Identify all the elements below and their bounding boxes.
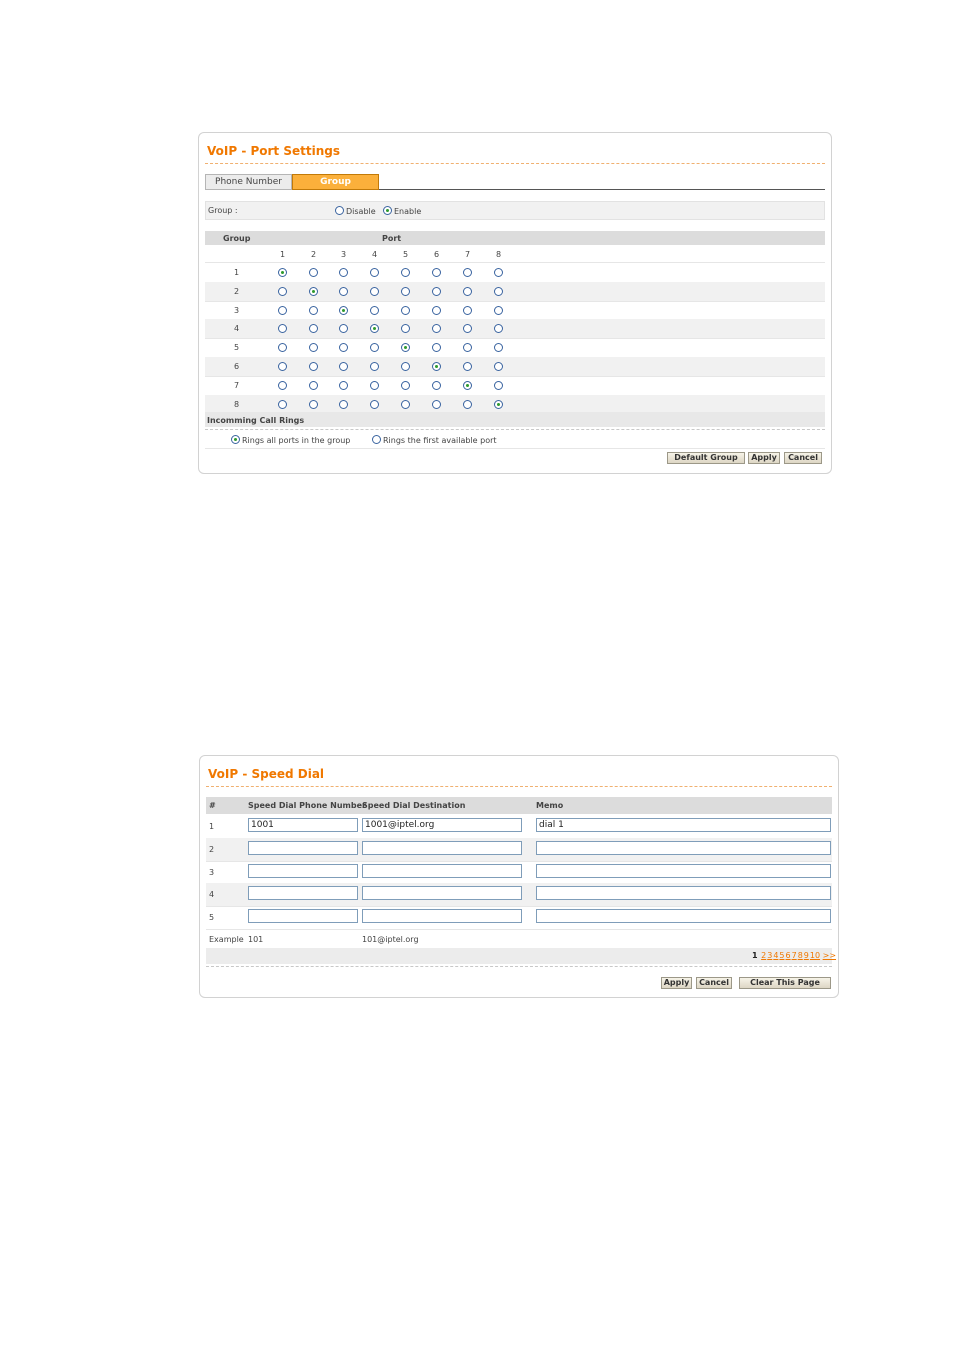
page-link-10[interactable]: 10 — [809, 951, 821, 960]
destination-input[interactable] — [362, 864, 522, 878]
tab-phone-number[interactable]: Phone Number — [205, 174, 292, 190]
page-link-4[interactable]: 4 — [773, 951, 779, 960]
phone-number-input[interactable] — [248, 909, 358, 923]
port-number-1: 1 — [280, 250, 286, 259]
group-row-label: 4 — [234, 324, 240, 334]
group-2-port-6-radio[interactable] — [432, 287, 441, 296]
port-settings-panel — [198, 132, 832, 474]
group-7-port-5-radio[interactable] — [401, 381, 410, 390]
group-row-label: 2 — [234, 286, 240, 296]
group-2-port-5-radio[interactable] — [401, 287, 410, 296]
phone-number-input[interactable] — [248, 841, 358, 855]
title-divider — [205, 163, 825, 164]
port-column-header: Port — [382, 234, 402, 243]
memo-input[interactable]: dial 1 — [536, 818, 831, 832]
number-column-header: Speed Dial Phone Number — [248, 801, 366, 810]
page-link-2[interactable]: 2 — [761, 951, 767, 960]
group-6-port-4-radio[interactable] — [370, 362, 379, 371]
phone-number-input[interactable] — [248, 886, 358, 900]
speed-dial-panel — [199, 755, 839, 998]
group-5-port-4-radio[interactable] — [370, 343, 379, 352]
group-7-port-3-radio[interactable] — [339, 381, 348, 390]
group-1-port-1-radio[interactable] — [278, 268, 287, 277]
group-row-label: 5 — [234, 343, 240, 353]
group-row-label: 7 — [234, 380, 240, 390]
speed-dial-title: VoIP - Speed Dial — [208, 767, 325, 781]
group-3-port-3-radio[interactable] — [339, 306, 348, 315]
destination-column-header: Speed Dial Destination — [362, 801, 466, 810]
group-enable-label: Enable — [394, 207, 422, 216]
group-field-label: Group : — [208, 206, 238, 215]
incoming-divider — [205, 429, 825, 430]
group-1-port-6-radio[interactable] — [432, 268, 441, 277]
memo-input[interactable] — [536, 841, 831, 855]
group-table-header — [205, 231, 825, 245]
example-number: 101 — [248, 935, 264, 944]
speed-dial-row-divider — [206, 861, 832, 862]
group-6-port-8-radio[interactable] — [494, 362, 503, 371]
group-5-port-5-radio[interactable] — [401, 343, 410, 352]
group-8-port-1-radio[interactable] — [278, 400, 287, 409]
tab-group[interactable]: Group — [292, 174, 379, 190]
example-destination: 101@iptel.org — [362, 935, 419, 944]
group-row-label: 6 — [234, 362, 240, 371]
group-2-port-1-radio[interactable] — [278, 287, 287, 296]
group-row-divider — [205, 376, 825, 377]
pagination — [752, 951, 836, 960]
group-7-port-2-radio[interactable] — [309, 381, 318, 390]
group-5-port-3-radio[interactable] — [339, 343, 348, 352]
phone-number-input[interactable] — [248, 864, 358, 878]
group-3-port-2-radio[interactable] — [309, 306, 318, 315]
rings-first-available-radio[interactable] — [372, 435, 381, 444]
port-number-4: 4 — [372, 250, 378, 259]
memo-input[interactable] — [536, 864, 831, 878]
index-column-header: # — [209, 801, 216, 810]
incoming-bottom-line — [205, 448, 825, 449]
speed-dial-row-divider — [206, 929, 832, 930]
group-6-port-1-radio[interactable] — [278, 362, 287, 371]
group-5-port-7-radio[interactable] — [463, 343, 472, 352]
group-8-port-4-radio[interactable] — [370, 400, 379, 409]
memo-input[interactable] — [536, 909, 831, 923]
page-link-6[interactable]: 6 — [785, 951, 791, 960]
port-settings-title: VoIP - Port Settings — [207, 144, 340, 158]
group-3-port-5-radio[interactable] — [401, 306, 410, 315]
default-group-button[interactable]: Default Group — [667, 452, 745, 464]
group-5-port-2-radio[interactable] — [309, 343, 318, 352]
memo-column-header: Memo — [536, 801, 564, 810]
speed-dial-row-index: 4 — [209, 890, 215, 900]
next-page-link[interactable]: >> — [822, 951, 837, 960]
speed-apply-button[interactable]: Apply — [661, 977, 692, 989]
page-link-7[interactable]: 7 — [791, 951, 797, 960]
group-1-port-8-radio[interactable] — [494, 268, 503, 277]
group-5-port-6-radio[interactable] — [432, 343, 441, 352]
page-link-8[interactable]: 8 — [797, 951, 803, 960]
group-7-port-8-radio[interactable] — [494, 381, 503, 390]
group-2-port-8-radio[interactable] — [494, 287, 503, 296]
group-7-port-7-radio[interactable] — [463, 381, 472, 390]
cancel-button[interactable]: Cancel — [784, 452, 822, 464]
group-row-band — [205, 282, 825, 301]
port-number-7: 7 — [465, 250, 471, 259]
group-2-port-7-radio[interactable] — [463, 287, 472, 296]
group-1-port-5-radio[interactable] — [401, 268, 410, 277]
port-number-3: 3 — [341, 250, 347, 259]
group-5-port-8-radio[interactable] — [494, 343, 503, 352]
destination-input[interactable] — [362, 886, 522, 900]
group-enable-radio[interactable] — [383, 206, 392, 215]
clear-page-button[interactable]: Clear This Page — [739, 977, 831, 989]
group-column-header: Group — [223, 234, 251, 243]
port-number-6: 6 — [434, 250, 440, 259]
port-number-divider — [205, 262, 825, 263]
group-5-port-1-radio[interactable] — [278, 343, 287, 352]
speed-dial-row-divider — [206, 906, 832, 907]
destination-input[interactable] — [362, 909, 522, 923]
group-8-port-6-radio[interactable] — [432, 400, 441, 409]
group-row-label: 1 — [234, 268, 240, 277]
group-disable-label: Disable — [346, 207, 376, 216]
page-link-5[interactable]: 5 — [779, 951, 785, 960]
group-row-band — [205, 357, 825, 376]
group-6-port-6-radio[interactable] — [432, 362, 441, 371]
group-1-port-7-radio[interactable] — [463, 268, 472, 277]
group-7-port-1-radio[interactable] — [278, 381, 287, 390]
rings-first-available-label: Rings the first available port — [383, 436, 497, 445]
group-row-band — [205, 319, 825, 338]
group-1-port-3-radio[interactable] — [339, 268, 348, 277]
group-disable-radio[interactable] — [335, 206, 344, 215]
destination-input[interactable]: 1001@iptel.org — [362, 818, 522, 832]
group-6-port-2-radio[interactable] — [309, 362, 318, 371]
group-2-port-3-radio[interactable] — [339, 287, 348, 296]
group-1-port-4-radio[interactable] — [370, 268, 379, 277]
group-row-band — [205, 395, 825, 414]
group-7-port-6-radio[interactable] — [432, 381, 441, 390]
speed-dial-row-index: 2 — [209, 844, 215, 854]
group-6-port-7-radio[interactable] — [463, 362, 472, 371]
page-link-3[interactable]: 3 — [767, 951, 773, 960]
group-2-port-2-radio[interactable] — [309, 287, 318, 296]
port-number-8: 8 — [496, 250, 502, 259]
group-8-port-8-radio[interactable] — [494, 400, 503, 409]
current-page: 1 — [752, 951, 758, 960]
incoming-call-rings-header: Incomming Call Rings — [207, 416, 305, 425]
rings-all-ports-radio[interactable] — [231, 435, 240, 444]
tab-underline — [379, 189, 825, 190]
group-8-port-7-radio[interactable] — [463, 400, 472, 409]
group-6-port-3-radio[interactable] — [339, 362, 348, 371]
group-8-port-2-radio[interactable] — [309, 400, 318, 409]
group-3-port-8-radio[interactable] — [494, 306, 503, 315]
speed-dial-row-index: 1 — [209, 822, 215, 831]
destination-input[interactable] — [362, 841, 522, 855]
group-8-port-5-radio[interactable] — [401, 400, 410, 409]
speed-cancel-button[interactable]: Cancel — [696, 977, 732, 989]
example-label: Example — [209, 935, 244, 944]
group-3-port-6-radio[interactable] — [432, 306, 441, 315]
page-links — [760, 951, 820, 960]
group-1-port-2-radio[interactable] — [309, 268, 318, 277]
group-field-row — [205, 201, 825, 220]
port-number-2: 2 — [311, 250, 317, 259]
port-number-5: 5 — [403, 250, 409, 259]
group-8-port-3-radio[interactable] — [339, 400, 348, 409]
memo-input[interactable] — [536, 886, 831, 900]
speed-dial-title-divider — [206, 786, 832, 787]
pagination-band — [206, 948, 832, 964]
group-row-label: 3 — [234, 305, 240, 315]
group-3-port-1-radio[interactable] — [278, 306, 287, 315]
group-3-port-7-radio[interactable] — [463, 306, 472, 315]
phone-number-input[interactable]: 1001 — [248, 818, 358, 832]
apply-button[interactable]: Apply — [748, 452, 780, 464]
group-3-port-4-radio[interactable] — [370, 306, 379, 315]
group-6-port-5-radio[interactable] — [401, 362, 410, 371]
speed-dial-row-index: 3 — [209, 867, 215, 877]
speed-dial-row-index: 5 — [209, 913, 215, 923]
group-row-divider — [205, 338, 825, 339]
rings-all-ports-label: Rings all ports in the group — [242, 436, 351, 445]
group-7-port-4-radio[interactable] — [370, 381, 379, 390]
group-2-port-4-radio[interactable] — [370, 287, 379, 296]
pagination-divider — [206, 966, 832, 967]
group-row-divider — [205, 301, 825, 302]
page-link-9[interactable]: 9 — [803, 951, 809, 960]
group-row-label: 8 — [234, 399, 240, 409]
